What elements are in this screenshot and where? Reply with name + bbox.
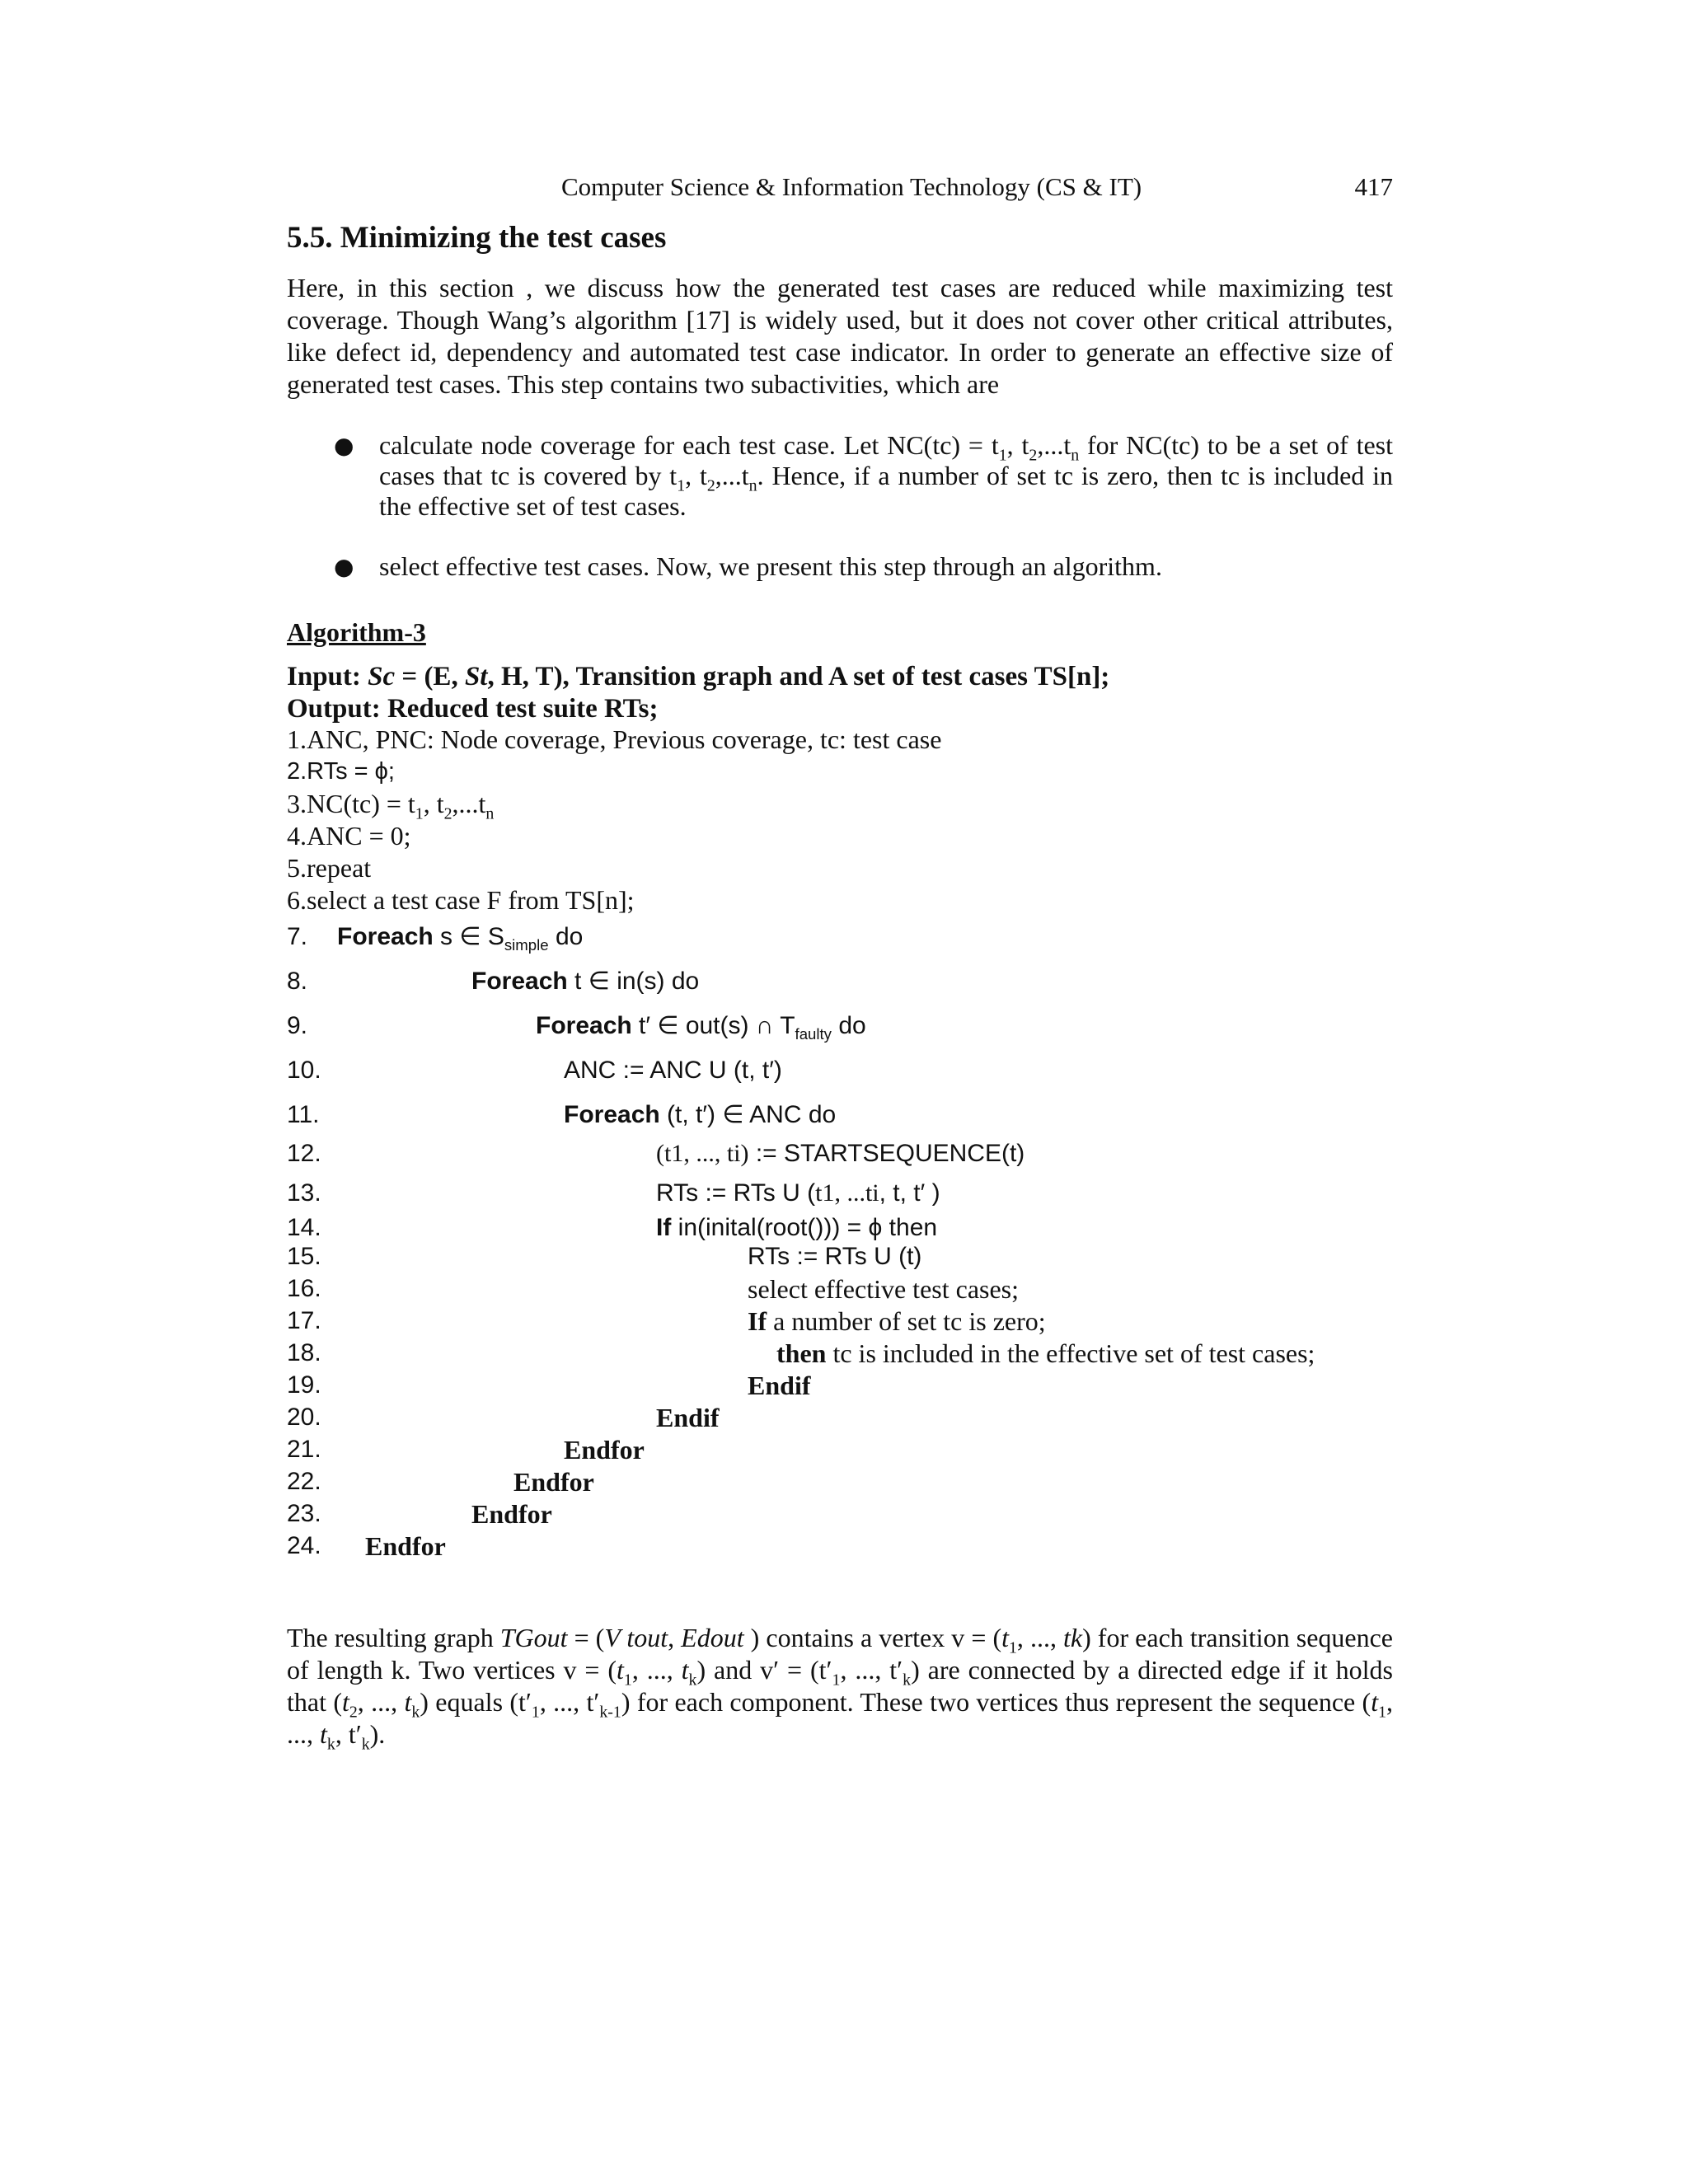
line-body: Endfor: [513, 1467, 594, 1497]
subscript: 1: [415, 804, 424, 823]
subscript: 1: [623, 1671, 632, 1690]
algorithm-line-20: [287, 1401, 1441, 1434]
algorithm-step-1: 1.ANC, PNC: Node coverage, Previous coverage, tc: test case: [287, 724, 942, 754]
text-run: = (E,: [395, 662, 465, 691]
subscript: 2: [349, 1703, 358, 1722]
line-number: 10.: [287, 1057, 321, 1084]
text-run: t: [1371, 1687, 1379, 1717]
text-run: ,...t: [1037, 430, 1071, 460]
text-run: St: [464, 662, 488, 691]
algorithm-input: [287, 660, 1109, 693]
line-number: 9.: [287, 1012, 308, 1039]
line-number: 18.: [287, 1339, 321, 1366]
line-body: [564, 1099, 836, 1132]
text-run: t: [404, 1687, 412, 1717]
text-run: . Hence, if a number of set tc is zero, then tc is included in the effective set of test cases.: [379, 461, 1394, 521]
subscript: 1: [1008, 1638, 1017, 1657]
text-run: , ..., t′: [840, 1655, 903, 1685]
text-run: t ∈ in(s) do: [567, 968, 700, 995]
line-body: Endfor: [564, 1435, 645, 1465]
text-run: , ...,: [287, 1687, 1394, 1749]
algorithm-line-12: [287, 1137, 1441, 1170]
text-run: (t1, ..., ti): [656, 1140, 749, 1167]
text-run: , t: [423, 789, 444, 818]
algorithm-line-17: [287, 1305, 1441, 1338]
text-run: t: [1001, 1623, 1009, 1652]
keyword: Foreach: [564, 1101, 660, 1128]
page-number: 417: [1354, 172, 1393, 201]
subscript: n: [748, 476, 757, 495]
algorithm-line-24: [287, 1530, 1441, 1563]
text-run: , t′: [335, 1719, 362, 1749]
keyword: Foreach: [471, 968, 568, 995]
text-run: calculate node coverage for each test case. Let NC(tc) = t: [379, 430, 999, 460]
subscript: n: [485, 804, 495, 823]
algorithm-line-21: [287, 1433, 1441, 1466]
line-number: 16.: [287, 1275, 321, 1302]
text-run: ) and v′ = (t′: [696, 1655, 832, 1685]
line-number: 21.: [287, 1436, 321, 1463]
algorithm-step-5: 5.repeat: [287, 853, 372, 883]
line-number: 8.: [287, 968, 308, 995]
subscript: faulty: [795, 1025, 832, 1043]
text-run: ) contains a vertex v = (: [743, 1623, 1002, 1652]
algorithm-line-9: [287, 1010, 1441, 1043]
text-run: t: [320, 1719, 327, 1749]
keyword: Foreach: [337, 923, 434, 950]
line-number: 23.: [287, 1500, 321, 1527]
text-run: t: [341, 1687, 349, 1717]
text-run: , t: [1006, 430, 1029, 460]
text-run: , ...,: [357, 1687, 405, 1717]
bullet-icon: ●: [334, 553, 354, 580]
algorithm-line-16: [287, 1272, 1441, 1305]
subscript: 1: [832, 1671, 841, 1690]
algorithm-line-15: [287, 1240, 1441, 1273]
subscript: k: [411, 1703, 420, 1722]
subscript: 1: [677, 476, 686, 495]
line-number: 15.: [287, 1243, 321, 1270]
text-run: ) for each component. These two vertices thus represent the sequence (: [621, 1687, 1372, 1717]
subscript: 2: [443, 804, 452, 823]
keyword: Foreach: [536, 1012, 632, 1039]
algorithm-line-18: [287, 1337, 1441, 1370]
text-run: RTs := RTs U (: [656, 1179, 816, 1207]
subscript: 2: [1029, 446, 1038, 465]
algorithm-line-10: [287, 1054, 1441, 1087]
text-run: V tout: [604, 1623, 668, 1652]
text-run: do: [548, 923, 584, 950]
running-title: Computer Science & Information Technology (CS & IT): [561, 172, 1142, 201]
algorithm-title: Algorithm-3: [287, 617, 426, 647]
text-run: , H, T), Transition graph and A set of test cases TS[n];: [487, 662, 1110, 691]
text-run: , ..., t′: [539, 1687, 600, 1717]
line-number: 20.: [287, 1404, 321, 1431]
text-run: Sc: [368, 662, 396, 691]
text-run: do: [831, 1012, 866, 1039]
closing-paragraph: [287, 1622, 1394, 1754]
text-run: in(inital(root())) = ϕ then: [671, 1214, 938, 1241]
text-run: s ∈ S: [433, 923, 504, 950]
text-run: t1, ...ti: [815, 1179, 879, 1207]
text-run: tk: [1063, 1623, 1083, 1652]
line-number: 24.: [287, 1532, 321, 1559]
text-run: , ...,: [1016, 1623, 1063, 1652]
algorithm-step-4: 4.ANC = 0;: [287, 821, 411, 851]
bullet-item-node-coverage: [287, 430, 1393, 522]
subscript: n: [1071, 446, 1080, 465]
text-run: ,...t: [715, 461, 749, 490]
algorithm-line-8: [287, 965, 1441, 998]
line-body: Endfor: [471, 1499, 552, 1529]
line-number: 11.: [287, 1101, 320, 1128]
algorithm-line-19: [287, 1369, 1441, 1402]
line-number: 17.: [287, 1307, 321, 1334]
algorithm-step-6: 6.select a test case F from TS[n];: [287, 885, 635, 915]
line-body: Endif: [748, 1371, 811, 1400]
line-body: select effective test cases;: [748, 1274, 1020, 1304]
text-run: ) equals (t′: [420, 1687, 532, 1717]
text-run: , t: [685, 461, 707, 490]
keyword: then: [776, 1338, 827, 1368]
algorithm-line-11: [287, 1099, 1441, 1132]
line-number: 22.: [287, 1468, 321, 1495]
text-run: ,...t: [452, 789, 486, 818]
algorithm-output: Output: Reduced test suite RTs;: [287, 694, 659, 724]
line-body: [656, 1212, 937, 1244]
text-run: t: [681, 1655, 689, 1685]
section-heading: 5.5. Minimizing the test cases: [287, 221, 667, 255]
text-run: ) are connected by a directed edge if it holds that (: [287, 1655, 1393, 1717]
line-body: Endfor: [365, 1531, 446, 1561]
line-body: RTs := RTs U (t): [748, 1243, 922, 1270]
line-body: [471, 965, 699, 998]
algorithm-step-2: 2.RTs = ϕ;: [287, 758, 395, 785]
line-body: [337, 921, 583, 954]
subscript: k: [326, 1735, 335, 1754]
line-body: ANC := ANC U (t, t′): [564, 1057, 782, 1084]
text-run: , ...,: [631, 1655, 682, 1685]
algorithm-line-22: [287, 1465, 1441, 1498]
keyword: If: [748, 1306, 767, 1336]
keyword: If: [656, 1214, 672, 1241]
bullet-icon: ●: [334, 432, 354, 459]
text-run: , t, t′ ): [879, 1179, 940, 1207]
input-label: Input:: [287, 662, 368, 691]
line-number: 7.: [287, 923, 308, 950]
text-run: for NC(tc) to be a set of test cases that tc is covered by t: [379, 430, 1394, 490]
algorithm-line-14: [287, 1212, 1441, 1244]
line-body: [656, 1137, 1025, 1170]
line-body: [776, 1337, 1315, 1370]
text-run: (t, t′) ∈ ANC do: [659, 1101, 837, 1128]
text-run: a number of set tc is zero;: [767, 1306, 1046, 1336]
line-number: 14.: [287, 1214, 321, 1241]
subscript: k: [688, 1671, 697, 1690]
subscript: 1: [1378, 1703, 1387, 1722]
line-body: [748, 1305, 1046, 1338]
bullet-item-select-effective: [287, 551, 1393, 582]
subscript: 2: [706, 476, 715, 495]
line-number: 13.: [287, 1179, 321, 1207]
text-run: = (: [567, 1623, 605, 1652]
text-run: t: [617, 1655, 624, 1685]
subscript: 1: [998, 446, 1007, 465]
line-number: 19.: [287, 1371, 321, 1399]
text-run: ).: [369, 1719, 386, 1749]
text-run: Edout: [681, 1623, 744, 1652]
text-run: ,: [668, 1623, 682, 1652]
line-body: [656, 1177, 940, 1210]
text-run: ) for each transition sequence of length k. Two vertices v = (: [287, 1623, 1393, 1685]
line-body: Endif: [656, 1403, 720, 1432]
algorithm-line-7: [287, 921, 1441, 954]
line-body: [536, 1010, 866, 1043]
algorithm-line-23: [287, 1497, 1441, 1530]
subscript: k: [903, 1671, 912, 1690]
subscript: k: [361, 1735, 370, 1754]
intro-paragraph: Here, in this section , we discuss how the generated test cases are reduced while maximizing test coverage. Though Wang’s algorithm [17] is widely used, but it does not cover other critical attributes, like defect id, dependency and automated test case indicator. In order to generate an effective size of generated test cases. This step contains two subactivities, which are: [287, 273, 1393, 399]
algorithm-line-13: [287, 1177, 1441, 1210]
text-run: t′ ∈ out(s) ∩ T: [631, 1012, 795, 1039]
text-run: := STARTSEQUENCE(t): [748, 1140, 1025, 1167]
text-run: TGout: [499, 1623, 568, 1652]
text-run: select effective test cases. Now, we present this step through an algorithm.: [379, 551, 1162, 581]
subscript: simple: [504, 936, 549, 954]
text-run: tc is included in the effective set of test cases;: [826, 1338, 1315, 1368]
text-run: 3.NC(tc) = t: [287, 789, 415, 818]
algorithm-step-3: [287, 788, 495, 823]
bullet-list: [287, 430, 1393, 582]
subscript: k-1: [599, 1703, 621, 1722]
text-run: The resulting graph: [287, 1623, 500, 1652]
subscript: 1: [531, 1703, 540, 1722]
line-number: 12.: [287, 1140, 321, 1167]
